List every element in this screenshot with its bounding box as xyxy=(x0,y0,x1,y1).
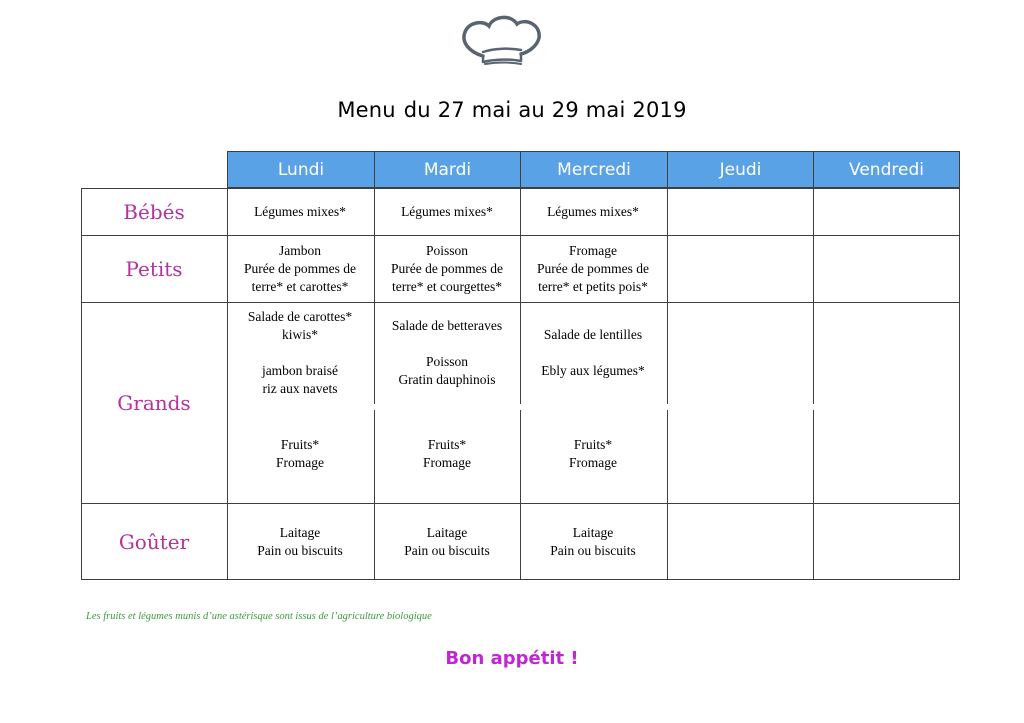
menu-item: Jambon xyxy=(279,243,321,258)
row-label-bebes: Bébés xyxy=(123,200,185,224)
menu-item: Purée de pommes de xyxy=(243,261,357,276)
menu-item: Pain ou biscuits xyxy=(257,543,343,558)
bebes-mardi-cell xyxy=(374,203,520,221)
menu-item: Salade de lentilles xyxy=(543,327,643,342)
menu-item: terre* et carottes* xyxy=(251,279,349,294)
page-title xyxy=(0,98,1024,122)
menu-item: Poisson xyxy=(425,354,469,369)
grands-dessert-lundi-cell xyxy=(227,436,373,472)
grands-mardi-cell xyxy=(374,317,520,389)
bebes-lundi-cell xyxy=(227,203,373,221)
column-divider xyxy=(813,410,814,580)
menu-item: Légumes mixes* xyxy=(547,204,639,219)
menu-item: Salade de carottes* xyxy=(247,309,353,324)
menu-item: Fromage xyxy=(569,455,617,470)
menu-item: Purée de pommes de xyxy=(390,261,504,276)
grands-dessert-mercredi-cell xyxy=(520,436,666,472)
row-label-petits: Petits xyxy=(125,257,183,281)
title-part-2: du 27 mai au 29 mai 2019 xyxy=(403,98,687,122)
gouter-lundi-cell xyxy=(227,524,373,560)
menu-item: terre* et courgettes* xyxy=(392,279,502,294)
petits-lundi-cell xyxy=(227,242,373,296)
menu-item: Légumes mixes* xyxy=(254,204,346,219)
menu-item: Poisson xyxy=(425,243,469,258)
menu-item: kiwis* xyxy=(281,327,318,342)
menu-item: Fruits* xyxy=(573,437,613,452)
title-part-1: Menu xyxy=(337,98,396,122)
grands-lundi-cell xyxy=(227,308,373,398)
menu-item: Fromage xyxy=(276,455,324,470)
gouter-mardi-cell xyxy=(374,524,520,560)
menu-item: Laitage xyxy=(426,525,468,540)
menu-item: Légumes mixes* xyxy=(401,204,493,219)
organic-note: Les fruits et légumes munis d’une astérisque sont issus de l’agriculture biologique xyxy=(86,611,432,622)
menu-item: Fruits* xyxy=(280,437,320,452)
menu-item: Fromage xyxy=(423,455,471,470)
petits-mardi-cell xyxy=(374,242,520,296)
menu-item: Salade de betteraves xyxy=(391,318,503,333)
menu-item: Purée de pommes de xyxy=(536,261,650,276)
day-header-mardi: Mardi xyxy=(374,151,521,188)
column-divider xyxy=(667,410,668,580)
menu-item: Gratin dauphinois xyxy=(398,372,496,387)
grands-dessert-mardi-cell xyxy=(374,436,520,472)
day-header-vendredi: Vendredi xyxy=(813,151,960,188)
menu-item: riz aux navets xyxy=(262,381,338,396)
day-header-jeudi: Jeudi xyxy=(667,151,814,188)
menu-item: terre* et petits pois* xyxy=(538,279,648,294)
day-header-lundi: Lundi xyxy=(227,151,375,188)
day-header-mercredi: Mercredi xyxy=(520,151,668,188)
menu-item: Fruits* xyxy=(427,437,467,452)
menu-item: Laitage xyxy=(572,525,614,540)
column-divider xyxy=(813,188,814,404)
menu-item: Fromage xyxy=(569,243,617,258)
row-label-gouter: Goûter xyxy=(118,530,190,554)
column-divider xyxy=(667,188,668,404)
chef-hat-icon xyxy=(459,12,545,68)
grands-mercredi-cell xyxy=(520,326,666,380)
menu-item: jambon braisé xyxy=(261,363,339,378)
menu-item: Ebly aux légumes* xyxy=(541,363,645,378)
menu-item: Pain ou biscuits xyxy=(404,543,490,558)
row-label-grands: Grands xyxy=(117,391,191,415)
gouter-mercredi-cell xyxy=(520,524,666,560)
bon-appetit-text: Bon appétit ! xyxy=(445,648,579,669)
bebes-mercredi-cell xyxy=(520,203,666,221)
menu-item: Pain ou biscuits xyxy=(550,543,636,558)
petits-mercredi-cell xyxy=(520,242,666,296)
menu-item: Laitage xyxy=(279,525,321,540)
